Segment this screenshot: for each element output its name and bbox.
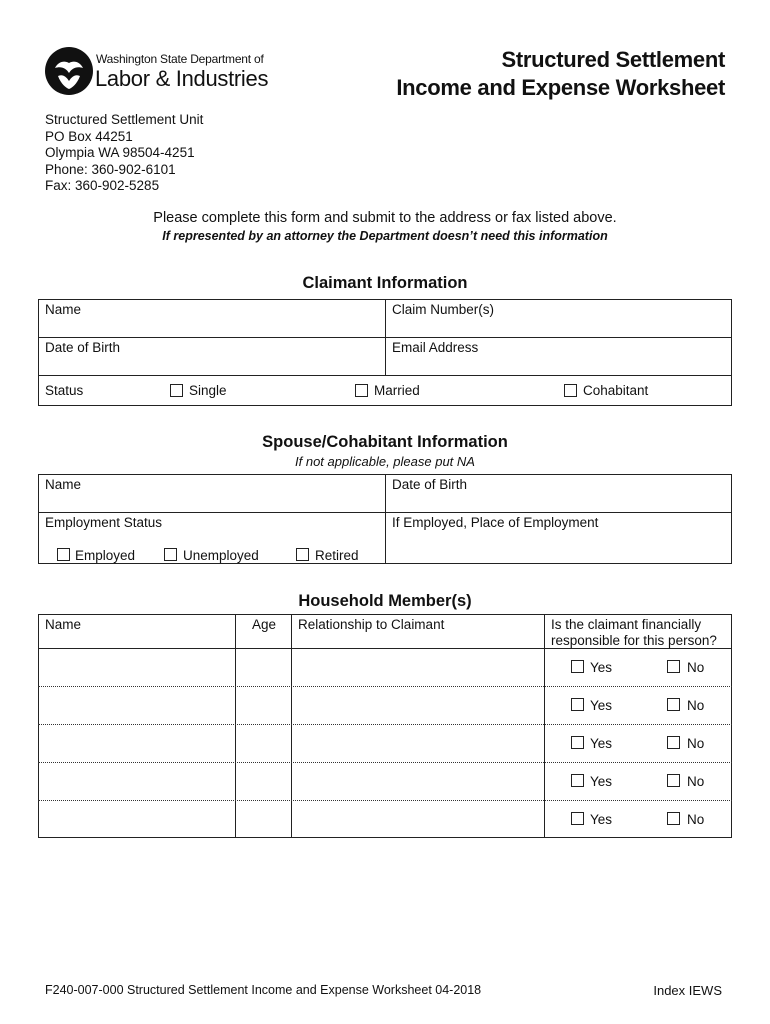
- row3-yes-checkbox[interactable]: [571, 736, 584, 749]
- title-line1: Structured Settlement: [501, 47, 725, 72]
- row5-yes-checkbox[interactable]: [571, 812, 584, 825]
- spouse-section-title: Spouse/Cohabitant Information: [262, 433, 508, 451]
- instructions-text: Please complete this form and submit to the address or fax listed above.: [153, 210, 617, 226]
- household-row-divider: [38, 724, 732, 725]
- employment-place-field[interactable]: If Employed, Place of Employment: [392, 515, 599, 530]
- claimant-row-divider: [38, 337, 732, 338]
- row4-no-checkbox[interactable]: [667, 774, 680, 787]
- status-label: Status: [45, 383, 84, 398]
- status-cohabitant-checkbox[interactable]: [564, 384, 577, 397]
- household-row-divider: [38, 686, 732, 687]
- household-name-header: Name: [45, 617, 82, 632]
- address-unit: Structured Settlement Unit: [45, 112, 204, 127]
- claim-number-field[interactable]: Claim Number(s): [392, 302, 495, 317]
- retired-checkbox[interactable]: [296, 548, 309, 561]
- household-responsible-header-line1: Is the claimant financially: [551, 617, 702, 632]
- mailing-address: [45, 112, 203, 195]
- claimant-section-title: Claimant Information: [302, 274, 468, 292]
- household-row-divider: [38, 800, 732, 801]
- status-married-checkbox[interactable]: [355, 384, 368, 397]
- row2-no-label: No: [687, 698, 705, 713]
- status-married-label: Married: [374, 383, 420, 398]
- row3-no-checkbox[interactable]: [667, 736, 680, 749]
- row5-yes-label: Yes: [590, 812, 613, 827]
- employed-checkbox[interactable]: [57, 548, 70, 561]
- agency-name-line1: Washington State Department of: [96, 52, 264, 66]
- row1-no-checkbox[interactable]: [667, 660, 680, 673]
- address-phone: Phone: 360-902-6101: [45, 161, 176, 177]
- claimant-email-field[interactable]: Email Address: [392, 340, 479, 355]
- household-age-header: Age: [252, 617, 277, 632]
- spouse-row-divider: [38, 512, 732, 513]
- index-footer: Index IEWS: [653, 983, 722, 998]
- address-city: Olympia WA 98504-4251: [45, 145, 195, 160]
- claimant-name-field[interactable]: Name: [45, 302, 82, 317]
- status-single-checkbox[interactable]: [170, 384, 183, 397]
- lni-logo-icon: [44, 46, 94, 96]
- row1-yes-label: Yes: [590, 660, 613, 675]
- unemployed-checkbox[interactable]: [164, 548, 177, 561]
- row2-yes-label: Yes: [590, 698, 613, 713]
- claimant-row-divider: [38, 375, 732, 376]
- employment-status-label: Employment Status: [45, 515, 163, 530]
- row2-yes-checkbox[interactable]: [571, 698, 584, 711]
- row3-yes-label: Yes: [590, 736, 613, 751]
- attorney-note: If represented by an attorney the Department doesn’t need this information: [162, 229, 608, 243]
- row4-yes-label: Yes: [590, 774, 613, 789]
- row1-no-label: No: [687, 660, 705, 675]
- claimant-dob-field[interactable]: Date of Birth: [45, 340, 121, 355]
- row1-yes-checkbox[interactable]: [571, 660, 584, 673]
- document-title: [396, 46, 725, 102]
- status-cohabitant-label: Cohabitant: [583, 383, 649, 398]
- address-fax: Fax: 360-902-5285: [45, 178, 160, 193]
- row5-no-label: No: [687, 812, 705, 827]
- retired-label: Retired: [315, 548, 359, 563]
- household-section-title: Household Member(s): [298, 592, 472, 610]
- form-id-footer: F240-007-000 Structured Settlement Income and Expense Worksheet 04-2018: [45, 983, 482, 997]
- status-single-label: Single: [189, 383, 227, 398]
- row4-yes-checkbox[interactable]: [571, 774, 584, 787]
- agency-name-line2: Labor & Industries: [95, 66, 269, 91]
- spouse-name-field[interactable]: Name: [45, 477, 82, 492]
- agency-logo: [44, 44, 269, 100]
- row2-no-checkbox[interactable]: [667, 698, 680, 711]
- household-row-divider: [38, 762, 732, 763]
- household-relationship-header: Relationship to Claimant: [298, 617, 445, 632]
- address-po-box: PO Box 44251: [45, 128, 133, 144]
- spouse-section-subtitle: If not applicable, please put NA: [295, 454, 475, 469]
- row4-no-label: No: [687, 774, 705, 789]
- household-responsible-header-line2: responsible for this person?: [551, 633, 717, 648]
- row3-no-label: No: [687, 736, 705, 751]
- title-line2: Income and Expense Worksheet: [396, 75, 725, 100]
- row5-no-checkbox[interactable]: [667, 812, 680, 825]
- employed-label: Employed: [75, 548, 136, 563]
- spouse-dob-field[interactable]: Date of Birth: [392, 477, 468, 492]
- unemployed-label: Unemployed: [183, 548, 259, 563]
- spouse-col-divider: [385, 474, 386, 564]
